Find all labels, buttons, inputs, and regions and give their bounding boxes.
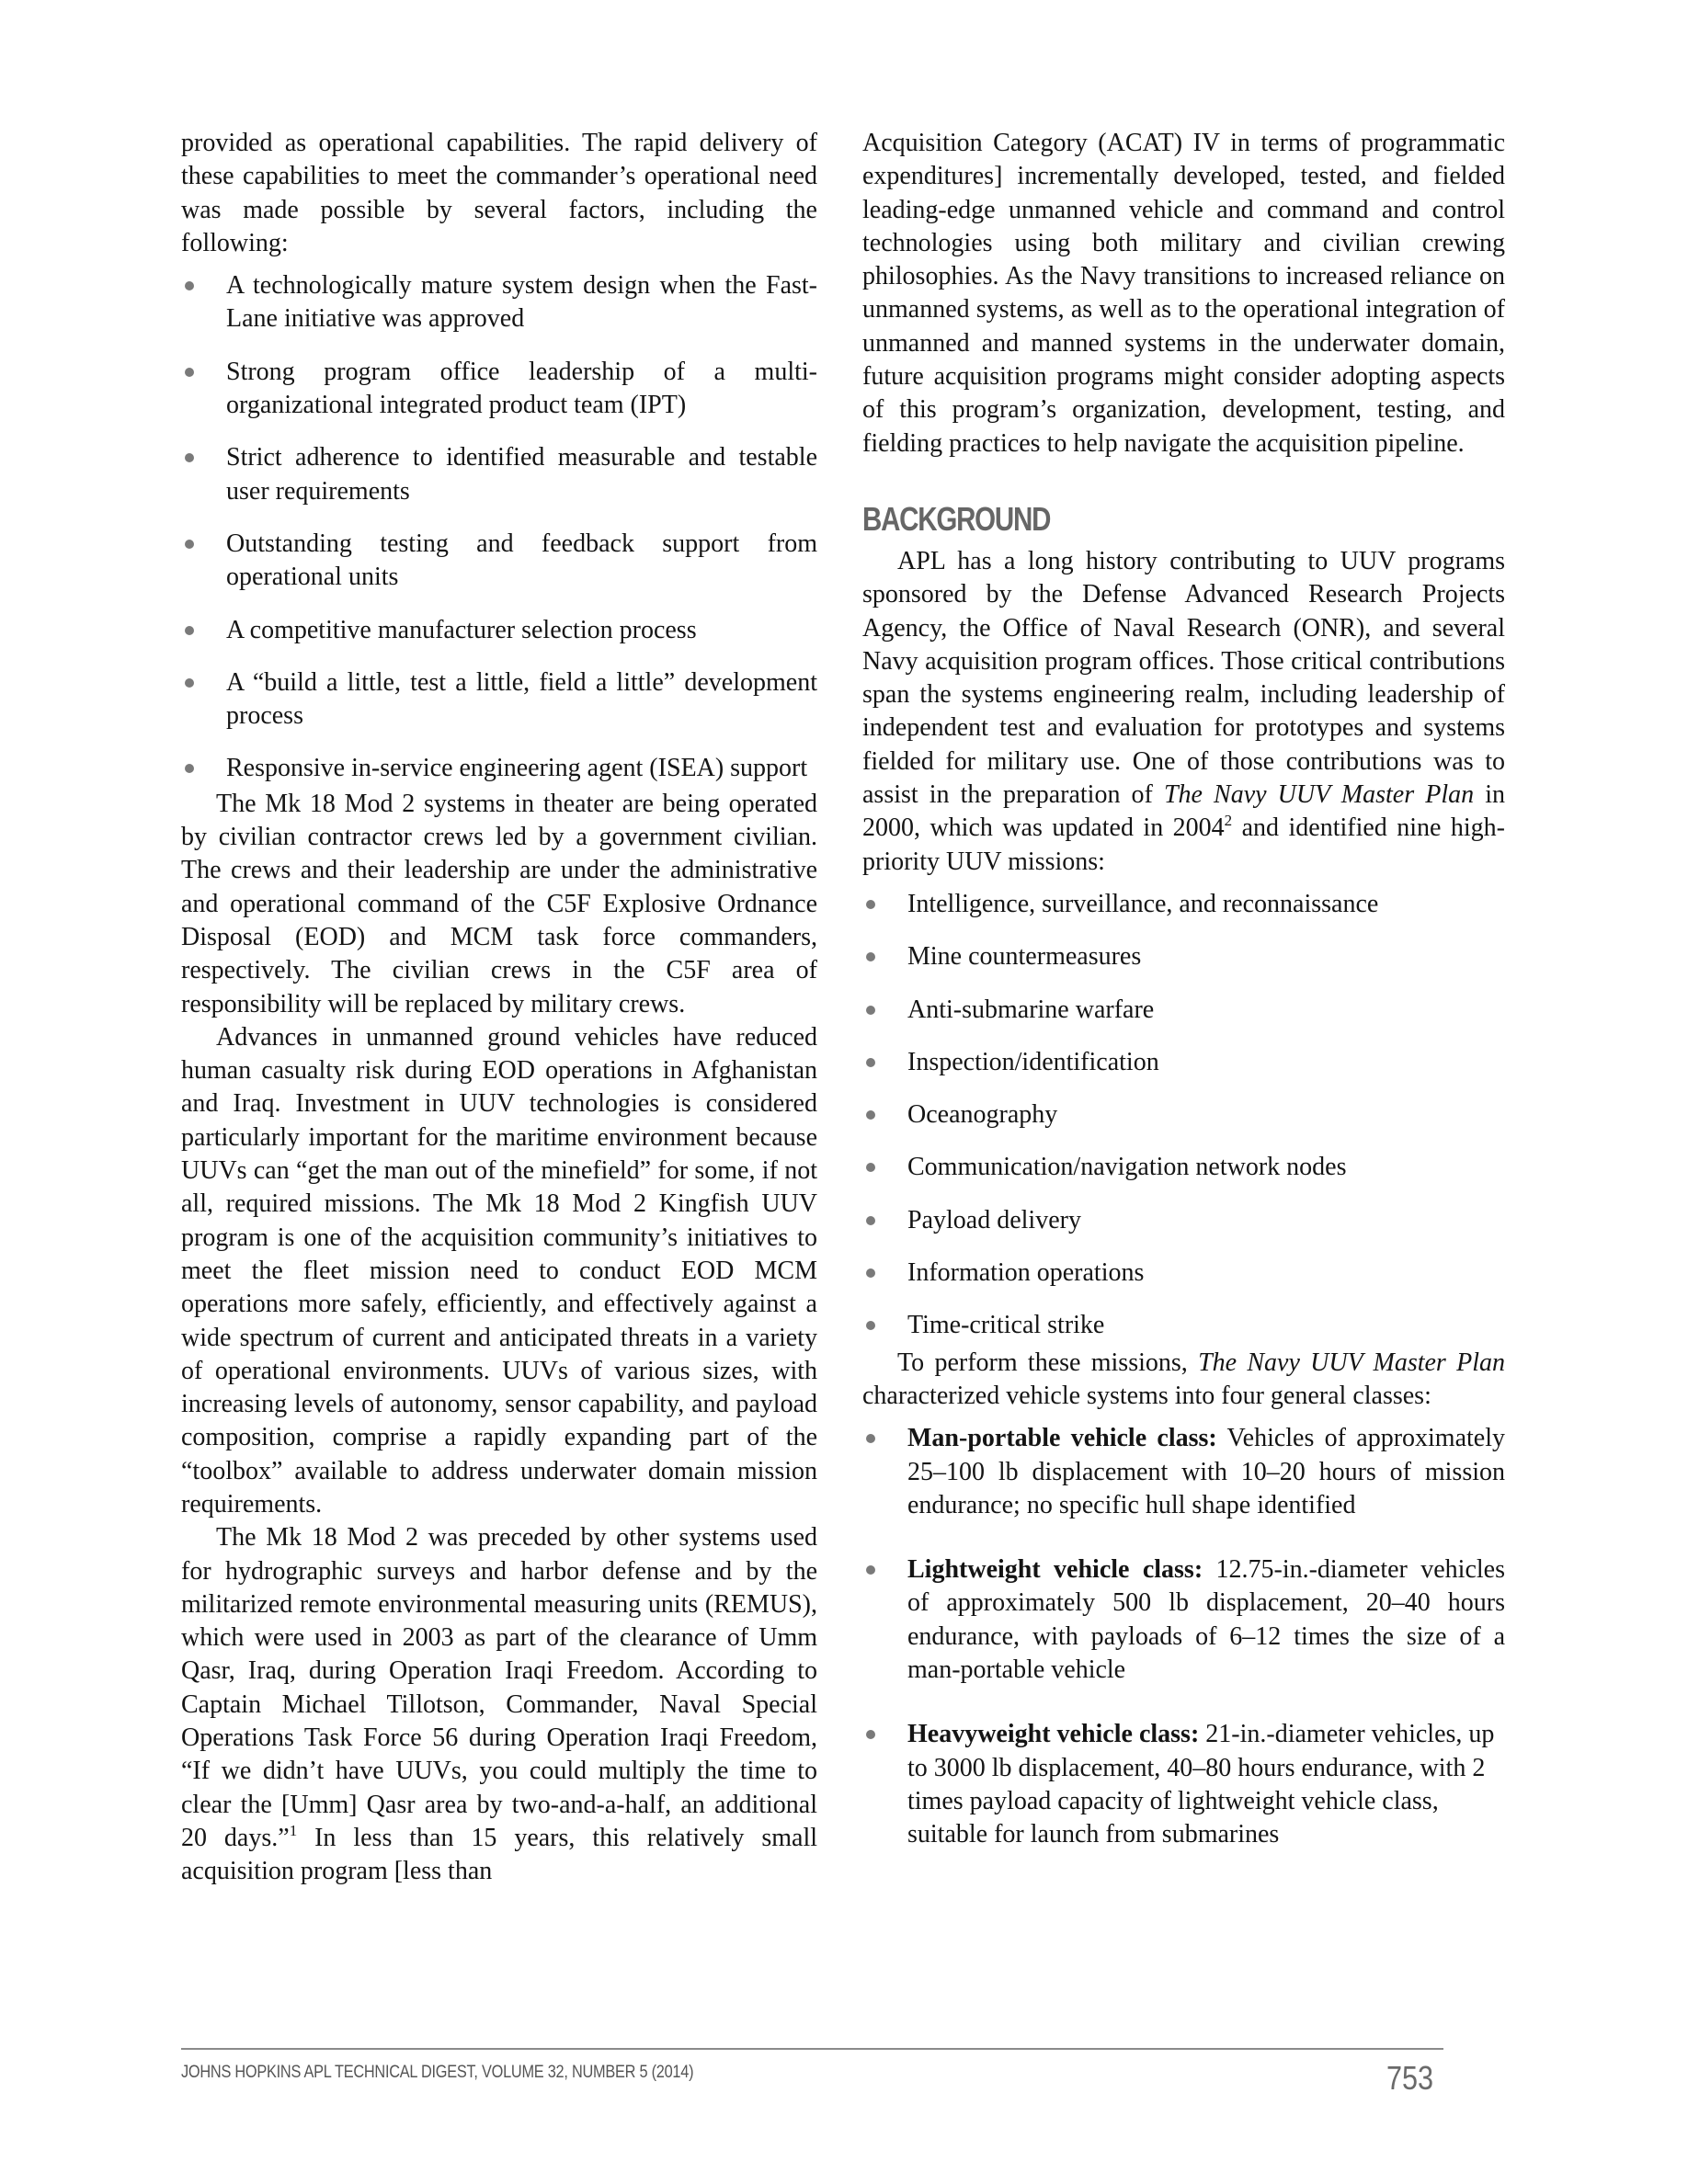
missions-list [862,888,1505,1343]
list-item: Strict adherence to identified measurable and testable user requirements [181,441,817,508]
list-item: Man-portable vehicle class: Vehicles of approximately 25–100 lb displacement with 10–20 hours of mission endurance; no specific hull shape identified [862,1422,1505,1522]
class-name: Heavyweight vehicle class: [907,1720,1200,1749]
footnote-reference: 1 [289,1821,298,1839]
list-item: Anti-submarine warfare [862,994,1505,1027]
background-paragraph: APL has a long history contributing to UUV programs sponsored by the Defense Advanced Research Projects Agency, the Office of Naval Research (ONR), and several Navy acquisition program offices. Those critical contributions span the systems engineering realm, including leadership of independent test and evaluation for prototypes and systems fielded for military use. One of those contributions was to assist in the preparation of The Navy UUV Master Plan in 2000, which was updated in 2004$^2$ and identified nine high-priority UUV missions: [862,546,1505,876]
bullet-icon [866,1058,875,1067]
page-number: 753 [1386,2059,1434,2097]
bullet-icon [185,368,194,377]
footnote-reference: 2 [1224,812,1233,830]
class-name: Lightweight vehicle class: [907,1555,1203,1585]
bullet-icon [866,1321,875,1330]
section-heading: BACKGROUND [862,499,1051,538]
bullet-icon [866,900,875,909]
list-item: Intelligence, surveillance, and reconnaissance [862,888,1505,921]
paragraph-preceded: The Mk 18 Mod 2 was preceded by other systems used for hydrographic surveys and harbor defense and by the militarized remote environmental measuring units (REMUS), which were used in 2003 as part of the clearance of Umm Qasr, Iraq, during Operation Iraqi Freedom. According to Captain Michael Tillotson, Commander, Naval Special Operations Task Force 56 during Operation Iraqi Freedom, “If we didn’t have UUVs, you could multiply the time to clear the [Umm] Qasr area by two-and-a-half, an additional 20 days.”$^1$ In less than 15 years, this relatively small acquisition program [less than [181,1523,817,1886]
paragraph-advances: Advances in unmanned ground vehicles have reduced human casualty risk during EOD operations in Afghanistan and Iraq. Investment in UUV technologies is considered particularly important for the maritime environment because UUVs can “get the man out of the minefield” for some, if not all, required missions. The Mk 18 Mod 2 Kingfish UUV program is one of the acquisition community’s initiatives to meet the fleet mission need to conduct EOD MCM operations more safely, efficiently, and effectively against a wide spectrum of current and anticipated threats in a variety of operational environments. UUVs of various sizes, with increasing levels of autonomy, sensor capability, and payload composition, comprise a rapidly expanding part of the “toolbox” available to address underwater domain mission requirements. [181,1022,817,1519]
bullet-icon [866,1565,875,1575]
list-item: A competitive manufacturer selection process [181,614,817,647]
bullet-icon [185,453,194,462]
list-item: A “build a little, test a little, field a little” development process [181,666,817,734]
vehicle-classes-list [862,1422,1505,1851]
factors-list [181,269,817,786]
right-column [862,127,1505,1871]
list-item: Lightweight vehicle class: 12.75-in.-diameter vehicles of approximately 500 lb displacement, 20–40 hours endurance, with payloads of 6–12 times the size of a man-portable vehicle [862,1553,1505,1687]
list-item: Outstanding testing and feedback support from operational units [181,528,817,595]
classes-intro-paragraph: To perform these missions, The Navy UUV Master Plan characterized vehicle systems into four general classes: [862,1348,1506,1410]
continuation-paragraph: Acquisition Category (ACAT) IV in terms of programmatic expenditures] incrementally developed, tested, and fielded leading-edge unmanned vehicle and command and control technologies using both military and civilian crewing philosophies. As the Navy transitions to increased reliance on unmanned systems, as well as to the operational integration of unmanned and manned systems in the underwater domain, future acquisition programs might consider adopting aspects of this program’s organization, development, testing, and fielding practices to help navigate the acquisition pipeline. [862,129,1505,458]
bullet-icon [185,626,194,635]
list-item: Heavyweight vehicle class: 21-in.-diameter vehicles, up to 3000 lb displacement, 40–80 hours endurance, with 2 times payload capacity of lightweight vehicle class, suitable for launch from submarines [862,1718,1505,1851]
bullet-icon [866,1110,875,1120]
bullet-icon [185,540,194,549]
bullet-icon [866,1216,875,1225]
list-item: Mine countermeasures [862,940,1505,973]
list-item: Responsive in-service engineering agent (ISEA) support [181,752,817,785]
bullet-icon [866,1268,875,1278]
bullet-icon [866,1730,875,1739]
list-item: Information operations [862,1257,1505,1290]
class-name: Man-portable vehicle class: [907,1424,1217,1453]
paragraph-crews: The Mk 18 Mod 2 systems in theater are being operated by civilian contractor crews led by a government civilian. The crews and their leadership are under the administrative and operational command of the C5F Explosive Ordnance Disposal (EOD) and MCM task force commanders, respectively. The civilian crews in the C5F area of responsibility will be replaced by military crews. [181,789,817,1018]
bullet-icon [866,1006,875,1015]
list-item: Time-critical strike [862,1309,1505,1342]
left-column [181,127,817,1889]
bullet-icon [185,678,194,688]
bullet-icon [185,764,194,773]
list-item: Strong program office leadership of a multi-organizational integrated product team (IPT) [181,356,817,423]
list-item: Oceanography [862,1098,1505,1132]
bullet-icon [185,281,194,290]
footer-rule [181,2048,1443,2050]
list-item: Communication/navigation network nodes [862,1151,1505,1184]
journal-citation: JOHNS HOPKINS APL TECHNICAL DIGEST, VOLUME 32, NUMBER 5 (2014) [181,2063,694,2082]
intro-paragraph: provided as operational capabilities. The rapid delivery of these capabilities to meet the commander’s operational need was made possible by several factors, including the following: [181,129,817,257]
document-title: The Navy UUV Master Plan [1198,1348,1506,1377]
bullet-icon [866,952,875,961]
list-item: Inspection/identification [862,1046,1505,1079]
bullet-icon [866,1434,875,1443]
bullet-icon [866,1163,875,1172]
document-title: The Navy UUV Master Plan [1163,780,1475,810]
list-item: Payload delivery [862,1204,1505,1237]
list-item: A technologically mature system design when the Fast-Lane initiative was approved [181,269,817,336]
